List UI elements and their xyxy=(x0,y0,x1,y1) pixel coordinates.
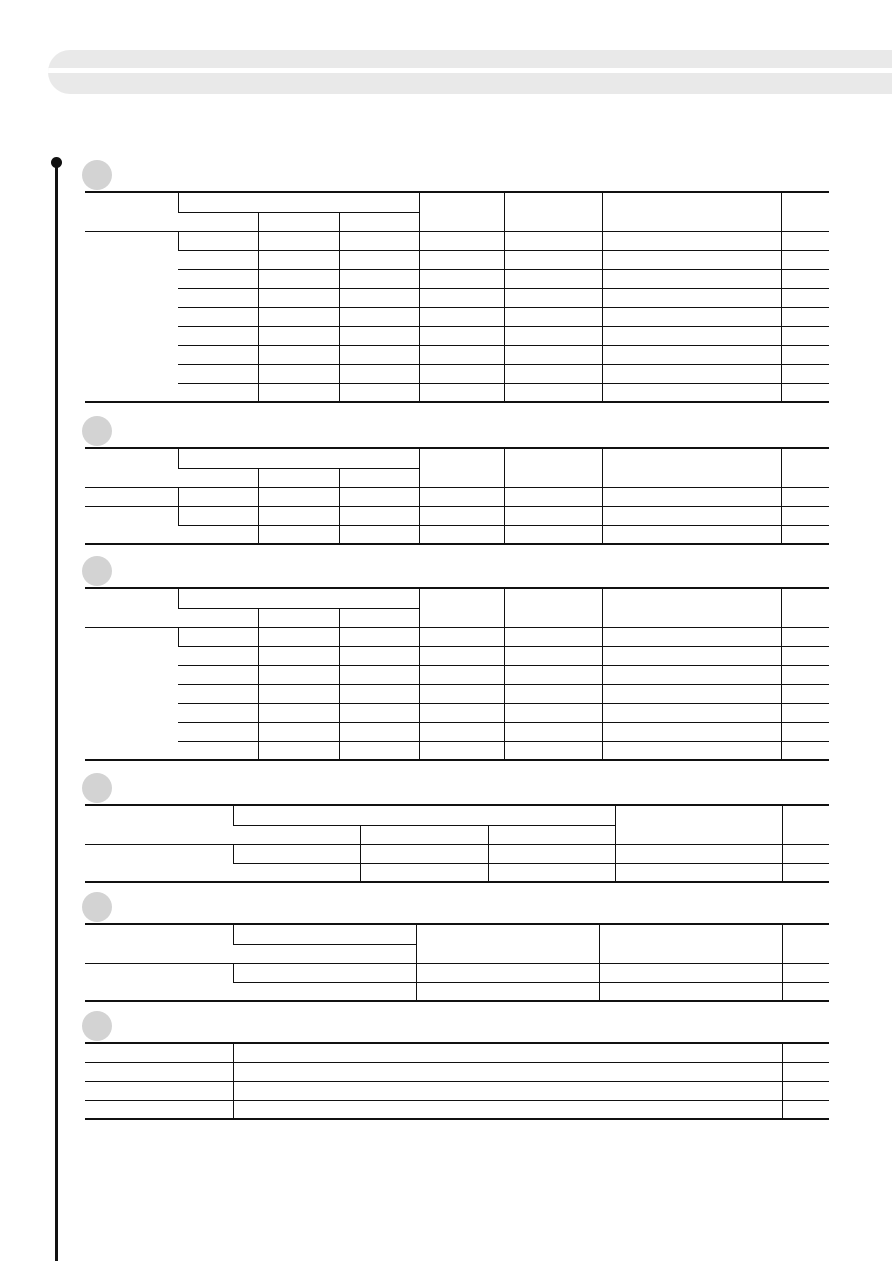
section-6-badge xyxy=(82,1011,112,1041)
table-cell xyxy=(782,963,829,982)
table-cell xyxy=(339,627,419,646)
table-cell xyxy=(781,627,829,646)
header-cell xyxy=(339,468,419,487)
table-cell xyxy=(781,487,829,506)
table-cell xyxy=(233,863,360,882)
table-cell xyxy=(504,364,602,383)
table-row xyxy=(85,326,829,345)
table-cell xyxy=(258,646,339,665)
table-row xyxy=(85,1081,829,1100)
header-cell xyxy=(233,825,360,844)
header-cell xyxy=(233,924,416,944)
table-cell xyxy=(258,627,339,646)
table-cell xyxy=(504,231,602,250)
header-cell xyxy=(782,805,829,844)
table-cell xyxy=(781,684,829,703)
table-cell xyxy=(339,326,419,345)
table-cell xyxy=(781,722,829,741)
table-row xyxy=(85,506,829,525)
table-row xyxy=(85,345,829,364)
table-cell xyxy=(504,487,602,506)
table-row xyxy=(85,703,829,722)
table-cell xyxy=(782,982,829,1001)
section-6-table xyxy=(85,1042,829,1120)
table-cell xyxy=(178,487,258,506)
table-cell xyxy=(258,231,339,250)
table-cell xyxy=(233,1100,782,1119)
table-cell xyxy=(602,269,781,288)
header-cell xyxy=(258,608,339,627)
table-cell xyxy=(85,487,178,506)
header-cell xyxy=(233,1043,782,1062)
table-row xyxy=(85,288,829,307)
table-cell xyxy=(602,684,781,703)
sidebar-line xyxy=(55,163,58,1261)
table-cell xyxy=(258,364,339,383)
table-cell xyxy=(504,741,602,760)
table-cell xyxy=(339,646,419,665)
table-cell xyxy=(419,326,504,345)
table-cell xyxy=(504,250,602,269)
table-row xyxy=(85,1062,829,1081)
header-cell xyxy=(178,608,258,627)
header-cell xyxy=(781,588,829,627)
table-cell xyxy=(781,741,829,760)
table-cell xyxy=(339,665,419,684)
header-cell xyxy=(178,212,258,231)
table-cell xyxy=(602,345,781,364)
table-cell xyxy=(782,863,829,882)
table-cell xyxy=(602,506,781,525)
table-cell xyxy=(339,383,419,402)
table-cell xyxy=(339,525,419,544)
table-cell xyxy=(339,703,419,722)
table-cell xyxy=(602,703,781,722)
table-cell xyxy=(233,982,416,1001)
header-cell xyxy=(419,588,504,627)
table-cell xyxy=(781,250,829,269)
table-cell xyxy=(258,506,339,525)
section-1-table xyxy=(85,191,829,403)
table-cell xyxy=(258,326,339,345)
table-row xyxy=(85,1100,829,1119)
header-cell xyxy=(178,468,258,487)
table-cell xyxy=(504,326,602,345)
table-cell xyxy=(419,627,504,646)
table-cell xyxy=(85,1100,233,1119)
table-row xyxy=(85,684,829,703)
section-4-table xyxy=(85,804,829,883)
table-cell xyxy=(504,703,602,722)
table-cell xyxy=(602,741,781,760)
table-cell xyxy=(258,722,339,741)
table-cell xyxy=(419,345,504,364)
header-cell xyxy=(85,448,178,487)
table-cell xyxy=(602,383,781,402)
table-cell xyxy=(258,345,339,364)
header-cell xyxy=(488,825,615,844)
table-cell xyxy=(178,269,258,288)
table-cell xyxy=(504,307,602,326)
table-cell xyxy=(419,269,504,288)
table-cell xyxy=(419,665,504,684)
table-cell xyxy=(504,383,602,402)
table-row xyxy=(85,231,829,250)
table-cell xyxy=(419,703,504,722)
section-1-badge xyxy=(82,160,112,190)
header-cell xyxy=(599,924,782,963)
table-row xyxy=(85,250,829,269)
table-cell xyxy=(339,231,419,250)
table-row xyxy=(85,844,829,863)
section-2-table xyxy=(85,447,829,545)
table-cell xyxy=(782,1081,829,1100)
header-cell xyxy=(233,944,416,963)
table-cell xyxy=(258,307,339,326)
header-cell xyxy=(258,468,339,487)
table-cell xyxy=(781,703,829,722)
table-cell xyxy=(419,487,504,506)
table-header-row xyxy=(85,448,829,468)
header-cell xyxy=(360,825,488,844)
header-cell xyxy=(85,192,178,231)
table-cell xyxy=(178,703,258,722)
section-3-badge xyxy=(82,556,112,586)
table-cell xyxy=(781,288,829,307)
table-cell xyxy=(602,326,781,345)
header-cell xyxy=(782,1043,829,1062)
table-cell xyxy=(416,963,599,982)
table-cell xyxy=(178,722,258,741)
header-cell xyxy=(419,192,504,231)
table-row xyxy=(85,646,829,665)
header-cell xyxy=(615,805,782,844)
table-cell xyxy=(178,307,258,326)
table-header-row xyxy=(85,805,829,825)
table-row xyxy=(85,741,829,760)
table-cell xyxy=(85,1062,233,1081)
table-cell xyxy=(258,487,339,506)
header-banner-stripe xyxy=(48,68,892,73)
table-cell xyxy=(488,844,615,863)
table-cell xyxy=(339,487,419,506)
table-cell xyxy=(599,963,782,982)
table-cell xyxy=(233,844,360,863)
table-cell xyxy=(602,288,781,307)
table-cell xyxy=(781,364,829,383)
table-row xyxy=(85,307,829,326)
table-cell xyxy=(781,525,829,544)
table-cell xyxy=(178,364,258,383)
section-4-badge xyxy=(82,773,112,803)
table-cell xyxy=(504,722,602,741)
table-cell xyxy=(178,383,258,402)
table-cell xyxy=(504,646,602,665)
table-cell xyxy=(339,506,419,525)
table-cell xyxy=(339,741,419,760)
table-cell xyxy=(504,288,602,307)
table-row xyxy=(85,364,829,383)
table-cell xyxy=(488,863,615,882)
header-cell xyxy=(504,588,602,627)
table-cell xyxy=(178,665,258,684)
header-cell xyxy=(85,1043,233,1062)
table-cell xyxy=(85,844,233,882)
table-cell xyxy=(178,525,258,544)
table-cell xyxy=(258,383,339,402)
table-cell xyxy=(419,646,504,665)
table-cell xyxy=(85,231,178,402)
table-cell xyxy=(360,863,488,882)
table-cell xyxy=(599,982,782,1001)
table-cell xyxy=(504,506,602,525)
header-cell xyxy=(178,448,419,468)
table-cell xyxy=(602,525,781,544)
section-5-table xyxy=(85,923,829,1002)
table-cell xyxy=(419,741,504,760)
table-cell xyxy=(258,684,339,703)
table-cell xyxy=(178,288,258,307)
table-cell xyxy=(602,231,781,250)
table-cell xyxy=(339,288,419,307)
header-cell xyxy=(781,448,829,487)
table-cell xyxy=(504,684,602,703)
table-cell xyxy=(781,231,829,250)
table-cell xyxy=(782,1100,829,1119)
table-cell xyxy=(504,665,602,684)
header-cell xyxy=(504,448,602,487)
section-5-badge xyxy=(82,892,112,922)
table-cell xyxy=(602,250,781,269)
table-cell xyxy=(258,288,339,307)
table-cell xyxy=(178,646,258,665)
table-cell xyxy=(504,627,602,646)
header-cell xyxy=(85,805,233,844)
table-cell xyxy=(602,665,781,684)
table-cell xyxy=(419,383,504,402)
header-cell xyxy=(233,805,615,825)
table-cell xyxy=(419,231,504,250)
table-row xyxy=(85,525,829,544)
table-cell xyxy=(178,684,258,703)
header-cell xyxy=(85,588,178,627)
table-cell xyxy=(602,307,781,326)
table-cell xyxy=(416,982,599,1001)
table-cell xyxy=(233,1062,782,1081)
table-header-row xyxy=(85,924,829,944)
header-cell xyxy=(258,212,339,231)
header-cell xyxy=(602,588,781,627)
header-cell xyxy=(178,192,419,212)
table-cell xyxy=(178,231,258,250)
table-cell xyxy=(85,1081,233,1100)
section-2-badge xyxy=(82,416,112,446)
table-cell xyxy=(504,345,602,364)
header-cell xyxy=(782,924,829,963)
table-cell xyxy=(504,525,602,544)
table-header-row xyxy=(85,192,829,212)
header-cell xyxy=(504,192,602,231)
table-cell xyxy=(178,326,258,345)
header-cell xyxy=(602,192,781,231)
table-cell xyxy=(339,364,419,383)
table-cell xyxy=(781,269,829,288)
table-cell xyxy=(781,506,829,525)
table-cell xyxy=(85,506,178,544)
header-cell xyxy=(339,608,419,627)
table-cell xyxy=(615,844,782,863)
table-cell xyxy=(178,506,258,525)
table-row xyxy=(85,383,829,402)
table-cell xyxy=(339,269,419,288)
header-cell xyxy=(339,212,419,231)
header-cell xyxy=(419,448,504,487)
table-cell xyxy=(85,963,233,1001)
table-cell xyxy=(602,722,781,741)
table-cell xyxy=(419,722,504,741)
table-cell xyxy=(419,506,504,525)
table-cell xyxy=(419,684,504,703)
table-cell xyxy=(258,269,339,288)
sidebar-bullet xyxy=(51,157,62,168)
table-cell xyxy=(781,307,829,326)
table-cell xyxy=(419,525,504,544)
table-cell xyxy=(233,963,416,982)
table-row xyxy=(85,487,829,506)
table-cell xyxy=(258,250,339,269)
table-cell xyxy=(339,722,419,741)
table-cell xyxy=(85,627,178,760)
table-cell xyxy=(339,684,419,703)
table-cell xyxy=(360,844,488,863)
table-cell xyxy=(602,646,781,665)
table-cell xyxy=(258,525,339,544)
header-cell xyxy=(781,192,829,231)
table-cell xyxy=(602,487,781,506)
table-cell xyxy=(781,665,829,684)
table-cell xyxy=(781,326,829,345)
table-cell xyxy=(782,1062,829,1081)
table-cell xyxy=(258,703,339,722)
table-header-row xyxy=(85,588,829,608)
header-cell xyxy=(178,588,419,608)
header-cell xyxy=(416,924,599,963)
table-cell xyxy=(615,863,782,882)
table-cell xyxy=(178,741,258,760)
table-cell xyxy=(419,250,504,269)
table-cell xyxy=(258,665,339,684)
table-cell xyxy=(419,307,504,326)
table-cell xyxy=(339,345,419,364)
table-row xyxy=(85,269,829,288)
table-cell xyxy=(419,364,504,383)
table-cell xyxy=(419,288,504,307)
table-cell xyxy=(781,646,829,665)
table-cell xyxy=(339,307,419,326)
header-cell xyxy=(85,924,233,963)
section-3-table xyxy=(85,587,829,761)
table-cell xyxy=(178,627,258,646)
table-cell xyxy=(258,741,339,760)
table-cell xyxy=(602,364,781,383)
header-cell xyxy=(602,448,781,487)
table-row xyxy=(85,722,829,741)
table-header-row xyxy=(85,1043,829,1062)
table-cell xyxy=(781,383,829,402)
table-cell xyxy=(504,269,602,288)
table-cell xyxy=(339,250,419,269)
table-cell xyxy=(602,627,781,646)
table-cell xyxy=(782,844,829,863)
table-cell xyxy=(178,250,258,269)
header-banner xyxy=(48,50,892,94)
table-row xyxy=(85,665,829,684)
table-cell xyxy=(233,1081,782,1100)
table-row xyxy=(85,627,829,646)
table-row xyxy=(85,963,829,982)
table-cell xyxy=(178,345,258,364)
table-cell xyxy=(781,345,829,364)
